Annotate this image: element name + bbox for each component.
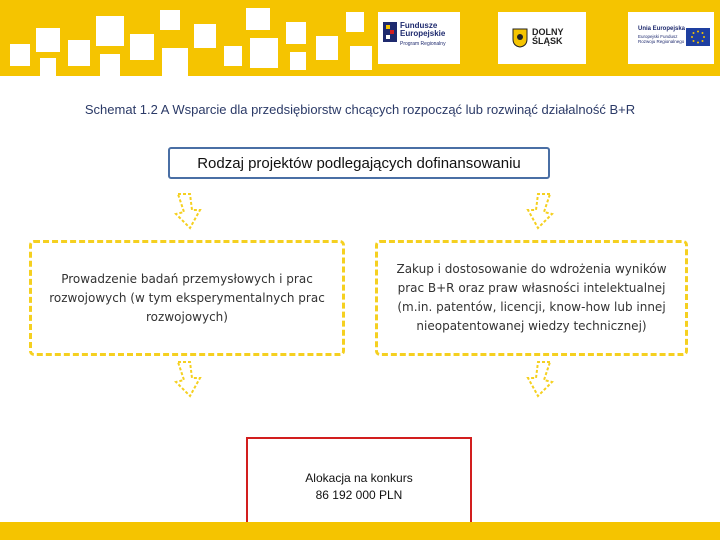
fe-logo-line1: Fundusze [400,21,438,30]
arrow-down-left-icon [172,192,208,232]
allocation-value: 86 192 000 PLN [315,488,403,502]
fe-stars-icon [383,22,397,42]
arrow-down-right-lower-icon [520,360,556,400]
arrow-down-left-lower-icon [172,360,208,400]
fe-logo-sub: Program Regionalny [400,40,446,47]
coat-of-arms-icon [512,28,528,48]
unia-europejska-logo [628,12,714,64]
ue-logo-sub1: Europejski Fundusz [638,34,678,40]
ds-logo-line1: DOLNY [532,27,564,37]
project-type-box: Rodzaj projektów podlegających dofinansowaniu [168,147,550,179]
ue-logo-line1: Unia Europejska [638,26,686,32]
fundusze-europejskie-logo [378,12,460,64]
ds-logo-line2: ŚLĄSK [532,36,563,47]
research-box: Prowadzenie badań przemysłowych i prac rozwojowych (w tym eksperymentalnych prac rozwojowych) [29,240,345,356]
allocation-label: Alokacja na konkurs [305,471,413,485]
footer-bar [0,522,720,540]
implementation-box: Zakup i dostosowanie do wdrożenia wyników prac B+R oraz praw własności intelektualnej (m.in. patentów, licencji, know-how lub innej nieopatentowanej wiedzy technicznej) [375,240,688,356]
dolny-slask-logo [498,12,586,64]
diagram-title: Schemat 1.2 A Wsparcie dla przedsiębiorstw chcących rozpocząć lub rozwinąć działalność B+R [84,102,636,117]
arrow-down-right-icon [520,192,556,232]
ue-logo-sub2: Rozwoju Regionalnego [638,39,685,45]
fe-logo-line2: Europejskie [400,29,446,39]
header-banner [0,0,720,76]
eu-flag-icon [686,28,710,46]
